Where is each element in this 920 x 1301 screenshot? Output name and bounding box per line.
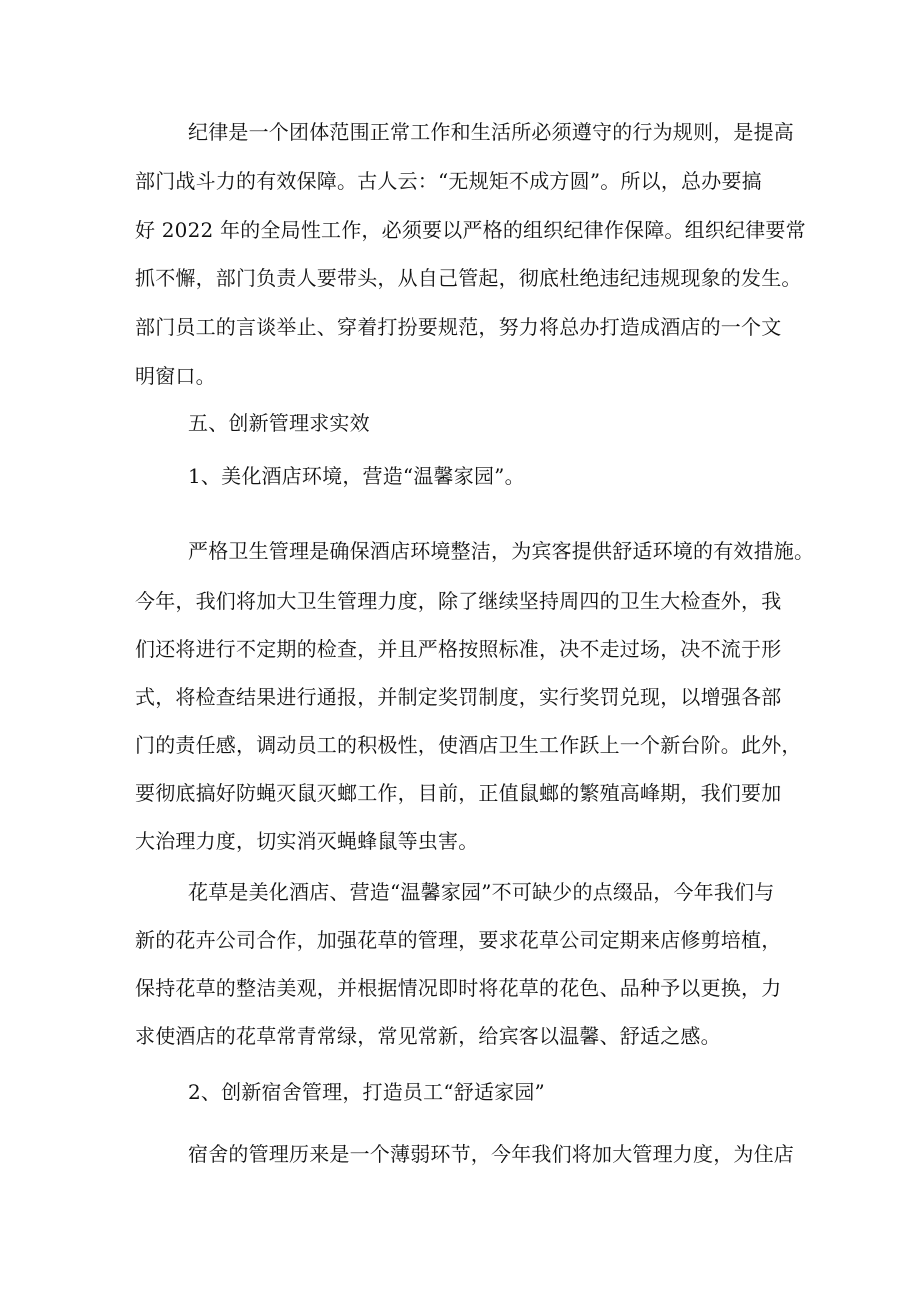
paragraph-line: 要彻底搞好防蝇灭鼠灭螂工作，目前，正值鼠螂的繁殖高峰期，我们要加 xyxy=(135,781,782,805)
paragraph-line: 抓不懈，部门负责人要带头，从自己管起，彻底杜绝违纪违规现象的发生。 xyxy=(135,266,802,290)
paragraph-line: 部门战斗力的有效保障。古人云：“无规矩不成方圆”。所以，总办要搞 xyxy=(135,169,762,193)
paragraph-line: 宿舍的管理历来是一个薄弱环节，今年我们将加大管理力度，为住店 xyxy=(188,1142,794,1166)
paragraph-line: 式，将检查结果进行通报，并制定奖罚制度，实行奖罚兑现，以增强各部 xyxy=(135,685,782,709)
subsection-heading: 2、创新宿舍管理，打造员工“舒适家园” xyxy=(188,1080,545,1104)
paragraph-line: 大治理力度，切实消灭蝇蜂鼠等虫害。 xyxy=(135,829,479,853)
paragraph-line: 严格卫生管理是确保酒店环境整洁，为宾客提供舒适环境的有效措施。 xyxy=(188,539,815,563)
paragraph-line: 部门员工的言谈举止、穿着打扮要规范，努力将总办打造成酒店的一个文 xyxy=(135,315,782,339)
paragraph-line: 花草是美化酒店、营造“温馨家园”不可缺少的点缀品，今年我们与 xyxy=(188,880,775,904)
paragraph-line: 明窗口。 xyxy=(135,364,216,388)
subsection-heading: 1、美化酒店环境，营造“温馨家园”。 xyxy=(188,464,525,488)
paragraph-line: 纪律是一个团体范围正常工作和生活所必须遵守的行为规则，是提高 xyxy=(188,120,794,144)
paragraph-line: 好 2022 年的全局性工作，必须要以严格的组织纪律作保障。组织纪律要常 xyxy=(135,218,806,242)
paragraph-line: 门的责任感，调动员工的积极性，使酒店卫生工作跃上一个新台阶。此外， xyxy=(135,733,802,757)
paragraph-line: 们还将进行不定期的检查，并且严格按照标准，决不走过场，决不流于形 xyxy=(135,637,782,661)
paragraph-line: 保持花草的整洁美观，并根据情况即时将花草的花色、品种予以更换，力 xyxy=(135,976,782,1000)
paragraph-line: 求使酒店的花草常青常绿，常见常新，给宾客以温馨、舒适之感。 xyxy=(135,1024,721,1048)
section-heading: 五、创新管理求实效 xyxy=(188,411,370,435)
paragraph-line: 新的花卉公司合作，加强花草的管理，要求花草公司定期来店修剪培植， xyxy=(135,928,782,952)
paragraph-line: 今年，我们将加大卫生管理力度，除了继续坚持周四的卫生大检查外，我 xyxy=(135,589,782,613)
